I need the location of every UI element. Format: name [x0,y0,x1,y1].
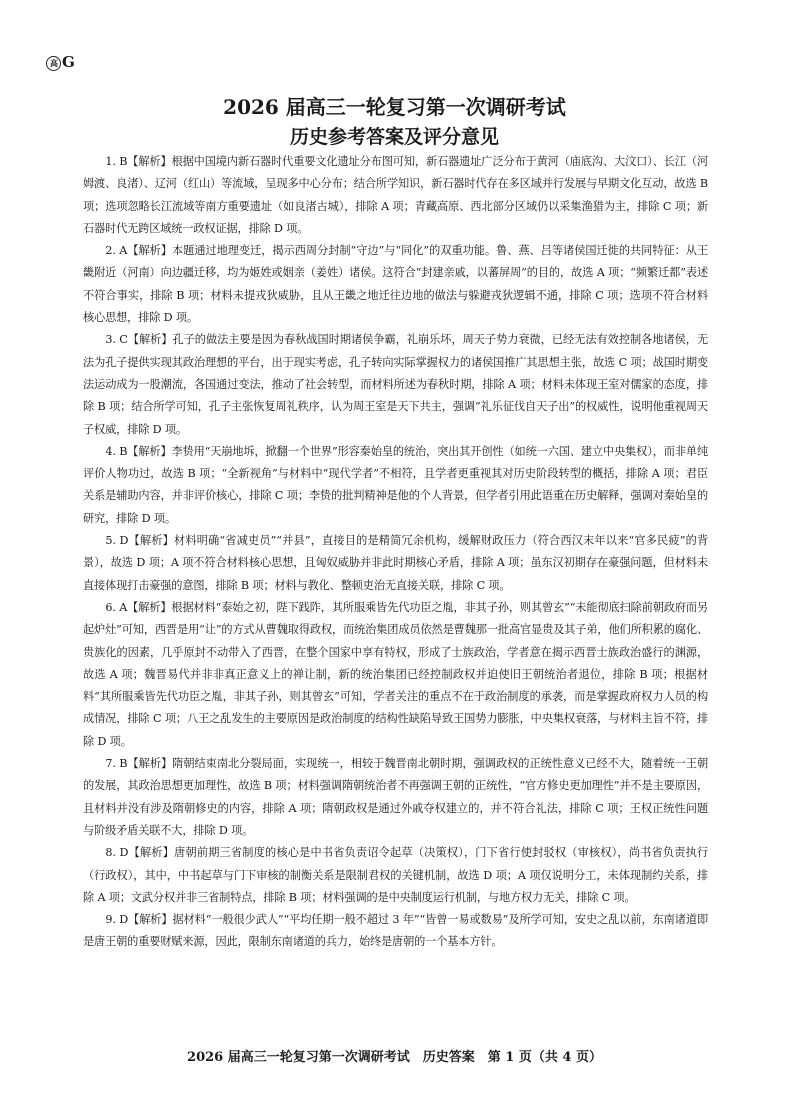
answer-number: 1. B [105,155,128,168]
answer-list [83,151,708,954]
answer-number: 8. D [105,846,129,860]
analysis-text: 李贽用“天崩地坼，掀翻一个世界”形容秦始皇的统治，突出其开创性（如统一六国、建立中央集权），而非单纯评价人物功过，故选 B 项；“全新视角”与材料中“现代学者”不相符，且学者更重视其对历史阶段转型的概括，排除 A 项；君臣关系是辅助内容，并非评价核心，排除 C 项；李贽的批判精神是他的个人背景，但学者引用此语重在历史解释，强调对秦始皇的研究，排除 D 项。 [83,444,708,525]
analysis-text: 根据中国境内新石器时代重要文化遗址分布图可知，新石器遗址广泛分布于黄河（庙底沟、大汶口）、长江（河姆渡、良渚）、辽河（红山）等流域，呈现多中心分布；结合所学知识，新石器时代存在多区域并行发展与早期文化互动，故选 B 项；选项忽略长江流域等南方重要遗址（如良渚古城），排除 A 项；青藏高原、西北部分区域仍以采集渔猎为主，排除 C 项；新石器时代无跨区域统一政权证据，排除 D 项。 [83,155,708,235]
answer-item [83,842,708,909]
analysis-tag: 【解析】 [127,244,172,258]
answer-item [83,441,708,530]
publisher-logo [46,53,74,71]
answer-number: 3. C [105,333,128,347]
answer-key-subtitle: 历史参考答案及评分意见 [289,126,499,148]
analysis-tag: 【解析】 [127,333,173,347]
logo-mark: 高 [46,56,61,71]
analysis-tag: 【解析】 [128,534,175,548]
answer-item [83,530,708,597]
answer-item [83,909,708,954]
answer-item [83,240,708,329]
analysis-text: 唐朝前期三省制度的核心是中书省负责诏令起草（决策权），门下省行使封驳权（审核权），尚书省负责执行（行政权），其中，中书起草与门下审核的制衡关系是限制君权的关键机制，故选 D 项；A 项仅说明分工，未体现制约关系，排除 A 项；文武分权并非三省制特点，排除 B 项；材料强调的是中央制度运行机制，与地方权力无关，排除 C 项。 [83,846,708,904]
analysis-text: 据材料“一般很少武人”“平均任期一般不超过 3 年”“皆曾一易或数易”及所学可知，安史之乱以前，东南诸道即是唐王朝的重要财赋来源，因此，限制东南诸道的兵力，始终是唐朝的一个基本方针。 [83,913,708,949]
analysis-tag: 【解析】 [127,757,173,771]
answer-item [83,151,708,240]
analysis-text: 孔子的做法主要是因为春秋战国时期诸侯争霸，礼崩乐坏，周天子势力衰微，已经无法有效控制各地诸侯，无法为孔子提供实现其政治理想的平台，出于现实考虑，孔子转向实际掌握权力的诸侯国推广其思想主张，故选 C 项；战国时期变法运动成为一股潮流，各国通过变法，推动了社会转型，而材料所述为春秋时期，排除 A 项；材料未体现王室对儒家的态度，排除 B 项；结合所学可知，孔子主张恢复周礼秩序，认为周王室是天下共主，强调“礼乐征伐自天子出”的权威性，说明他重视周天子权威，排除 D 项。 [83,333,708,436]
analysis-tag: 【解析】 [128,846,175,860]
analysis-text: 本题通过地理变迁，揭示西周分封制“守边”与“同化”的双重功能。鲁、燕、吕等诸侯国迁徙的共同特征：从王畿附近（河南）向边疆迁移，均为姬姓或姻亲（姜姓）诸侯。这符合“封建亲戚，以蕃屏周”的目的，故选 A 项；“频繁迁都”表述不符合事实，排除 B 项；材料未提戎狄威胁，且从王畿之地迁往边地的做法与躲避戎狄逻辑不通，排除 C 项；选项不符合材料核心思想，排除 D 项。 [83,244,708,325]
analysis-tag: 【解析】 [127,155,172,168]
analysis-tag: 【解析】 [127,600,172,614]
analysis-tag: 【解析】 [128,913,173,927]
answer-number: 7. B [105,757,128,771]
page-footer: 2026 届高三一轮复习第一次调研考试 历史答案 第 1 页（共 4 页） [187,1050,602,1065]
analysis-text: 材料明确“省减吏员”“并县”，直接目的是精简冗余机构，缓解财政压力（符合西汉末年以来“官多民疲”的背景），故选 D 项；A 项不符合材料核心思想，且匈奴威胁并非此时期核心矛盾，排除 A 项；虽东汉初期存在豪强问题，但材料未直接体现打击豪强的意图，排除 B 项；材料与教化、整顿吏治无直接关联，排除 C 项。 [83,534,708,592]
analysis-text: 隋朝结束南北分裂局面，实现统一，相较于魏晋南北朝时期，强调政权的正统性意义已经不大，随着统一王朝的发展，其政治思想更加理性，故选 B 项；材料强调隋朝统治者不再强调王朝的正统性，“官方修史更加理性”并不是主要原因，且材料并没有涉及隋朝修史的内容，排除 A 项；隋朝政权是通过外戚夺权建立的，并不符合礼法，排除 C 项；王权正统性问题与阶级矛盾关联不大，排除 D 项。 [83,757,708,837]
logo-letter: G [62,53,74,71]
answer-number: 9. D [105,913,129,927]
answer-number: 6. A [105,600,128,614]
answer-number: 2. A [105,244,128,258]
answer-number: 5. D [105,534,129,548]
answer-item [83,329,708,440]
answer-item [83,753,708,842]
exam-title: 2026 届高三一轮复习第一次调研考试 [223,95,566,119]
analysis-text: 根据材料“泰始之初，陛下践阼，其所服乘皆先代功臣之胤，非其子孙，则其曾玄”“未能彻底扫除前朝政府而另起炉灶”可知，西晋是用“让”的方式从曹魏取得政权，而统治集团成员依然是曹魏那一批高官显贵及其子弟，他们所积累的腐化、贵族化的因素，几乎原封不动带入了西晋，在整个国家中享有特权，形成了士族政治，学者意在揭示西晋士族政治盛行的渊源，故选 A 项；魏晋易代并非非真正意义上的禅让制，新的统治集团已经控制政权并迫使旧王朝统治者退位，排除 B 项；根据材料“其所服乘皆先代功臣之胤，非其子孙，则其曾玄”可知，学者关注的重点不在于政治制度的承袭，而是掌握政府权力人员的构成情况，排除 C 项；八王之乱发生的主要原因是政治制度的结构性缺陷导致王国势力膨胀，中央集权衰落，与材料主旨不符，排除 D 项。 [83,600,708,748]
answer-item [83,597,708,753]
answer-number: 4. B [105,444,128,458]
analysis-tag: 【解析】 [127,444,172,458]
